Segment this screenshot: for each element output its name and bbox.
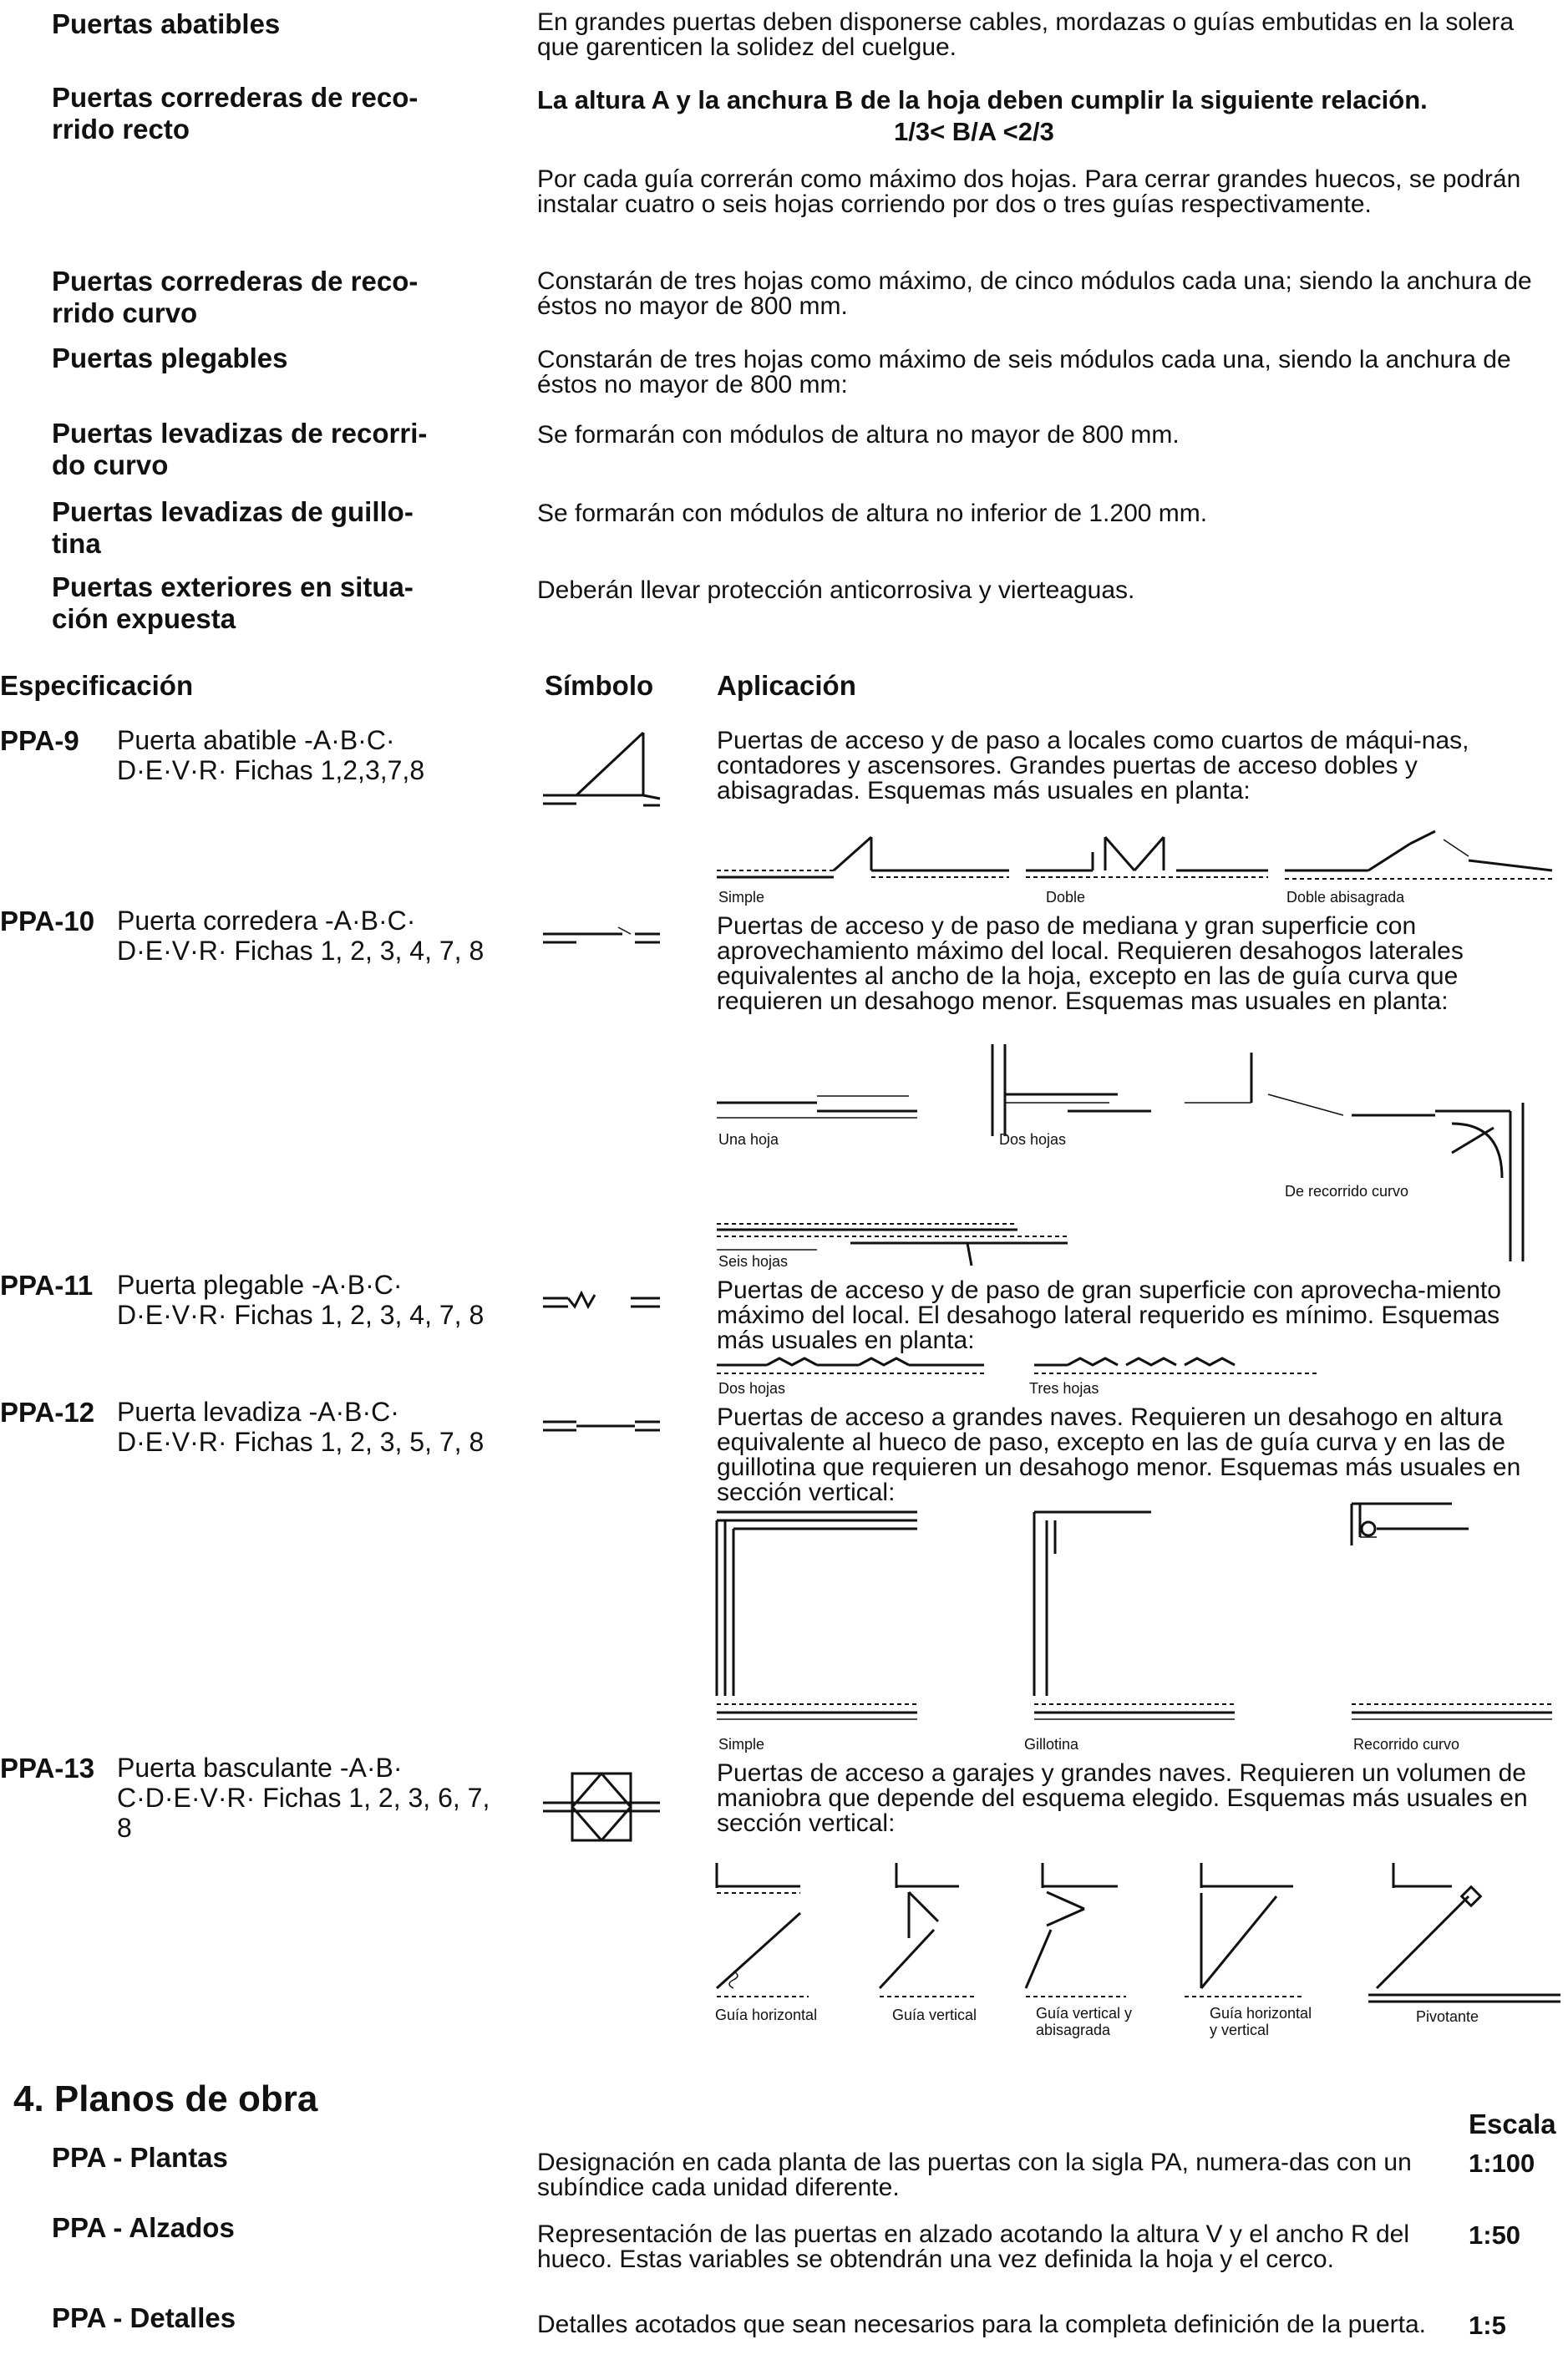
header-simbolo: Símbolo bbox=[545, 670, 654, 701]
type-text-correderas-recto: La altura A y la anchura B de la hoja deben cumplir la siguiente relación. bbox=[537, 85, 1428, 114]
type-label-exteriores: Puertas exteriores en situa-ción expuesta bbox=[52, 571, 414, 634]
spec-app-ppa11: Puertas de acceso y de paso de gran superficie con aprovecha-miento máximo del local. El desahogo lateral requerido es mínimo. Esquemas más usuales en planta: bbox=[717, 1276, 1501, 1354]
spec-code-ppa10: PPA-10 bbox=[0, 906, 95, 936]
plan-label-detalles: PPA - Detalles bbox=[52, 2302, 236, 2333]
symbol-puerta-corredera bbox=[543, 922, 660, 956]
scale-header: Escala bbox=[1469, 2109, 1556, 2139]
spec-name-ppa11: Puerta plegable -A·B·C· D·E·V·R· Fichas 1, 2, 3, 4, 7, 8 bbox=[117, 1270, 485, 1330]
spec-name-ppa12: Puerta levadiza -A·B·C· D·E·V·R· Fichas 1, 2, 3, 5, 7, 8 bbox=[117, 1397, 485, 1457]
spec-name-ppa13: Puerta basculante -A·B· C·D·E·V·R· Fichas 1, 2, 3, 6, 7, 8 bbox=[117, 1753, 490, 1843]
scheme-label-ppa13-pivotante: Pivotante bbox=[1416, 2008, 1479, 2025]
scheme-ppa12 bbox=[717, 1504, 1552, 1754]
type-text-levadizas-curvo: Se formarán con módulos de altura no mayor de 800 mm. bbox=[537, 421, 1180, 449]
header-aplicacion: Aplicación bbox=[717, 670, 856, 701]
plan-text-detalles: Detalles acotados que sean necesarios para la completa definición de la puerta. bbox=[537, 2311, 1427, 2338]
spec-app-ppa12: Puertas de acceso a grandes naves. Requieren un desahogo en altura equivalente al hueco de paso, excepto en las de guía curva y en las de guillotina que requieren un desahogo menor. Esquemas más usuales en sección vertical: bbox=[717, 1403, 1521, 1506]
scheme-label-ppa10-una-hoja: Una hoja bbox=[718, 1131, 779, 1148]
scheme-label-ppa10-seis-hojas: Seis hojas bbox=[718, 1253, 789, 1270]
plan-label-plantas: PPA - Plantas bbox=[52, 2142, 228, 2173]
scheme-label-ppa13-guia-horizontal: Guía horizontal bbox=[715, 2007, 818, 2023]
type-label-levadizas-guillotina: Puertas levadizas de guillo-tina bbox=[52, 496, 414, 559]
spec-code-ppa13: PPA-13 bbox=[0, 1753, 95, 1784]
spec-code-ppa11: PPA-11 bbox=[0, 1270, 94, 1301]
scheme-label-ppa10-dos-hojas: Dos hojas bbox=[999, 1131, 1067, 1148]
scheme-ppa13 bbox=[717, 1863, 1560, 2005]
scheme-label-ppa13-guia-horizontal-vertical: Guía horizontal y vertical bbox=[1210, 2005, 1312, 2038]
type-label-abatibles: Puertas abatibles bbox=[52, 8, 281, 39]
symbol-puerta-plegable bbox=[543, 1286, 660, 1320]
scheme-ppa9 bbox=[717, 827, 1552, 894]
scheme-label-ppa11-dos-hojas: Dos hojas bbox=[718, 1380, 786, 1397]
section-4-title: 4. Planos de obra bbox=[13, 2078, 318, 2119]
scheme-label-ppa13-guia-vertical: Guía vertical bbox=[892, 2007, 977, 2023]
plan-scale-detalles: 1:5 bbox=[1469, 2311, 1506, 2340]
scheme-ppa11 bbox=[717, 1355, 1318, 1380]
spec-app-ppa13: Puertas de acceso a garajes y grandes naves. Requieren un volumen de maniobra que depende del esquema elegido. Esquemas más usuales en sección vertical: bbox=[717, 1759, 1528, 1837]
spec-app-ppa10: Puertas de acceso y de paso de mediana y gran superficie con aprovechamiento máximo del local. Requieren desahogos laterales equivalentes al ancho de la hoja, excepto en las de guía curva que requieren un desahogo menor. Esquemas mas usuales en planta: bbox=[717, 912, 1464, 1015]
scheme-label-ppa12-gillotina: Gillotina bbox=[1024, 1736, 1079, 1753]
symbol-puerta-levadiza bbox=[543, 1413, 660, 1447]
type-text-abatibles: En grandes puertas deben disponerse cables, mordazas o guías embutidas en la solera que garenticen la solidez del cuelgue. bbox=[537, 8, 1515, 61]
plan-text-alzados: Representación de las puertas en alzado acotando la altura V y el ancho R del hueco. Estas variables se obtendrán una vez definida la hoja y el cerco. bbox=[537, 2220, 1410, 2273]
type-label-correderas-curvo: Puertas correderas de reco-rrido curvo bbox=[52, 266, 419, 328]
type-text-levadizas-guillotina: Se formarán con módulos de altura no inferior de 1.200 mm. bbox=[537, 500, 1208, 527]
scheme-label-ppa12-recorrido-curvo: Recorrido curvo bbox=[1353, 1736, 1460, 1753]
plan-scale-plantas: 1:100 bbox=[1469, 2149, 1535, 2178]
type-formula: 1/3< B/A <2/3 bbox=[894, 117, 1054, 146]
scheme-ppa10 bbox=[717, 1044, 1552, 1261]
symbol-puerta-abatible bbox=[543, 728, 660, 820]
plan-label-alzados: PPA - Alzados bbox=[52, 2212, 235, 2243]
plan-text-plantas: Designación en cada planta de las puertas con la sigla PA, numera-das con un subíndice cada unidad diferente. bbox=[537, 2149, 1412, 2201]
type-text-correderas-curvo: Constarán de tres hojas como máximo, de cinco módulos cada una; siendo la anchura de éstos no mayor de 800 mm. bbox=[537, 267, 1532, 320]
scheme-label-ppa12-simple: Simple bbox=[718, 1736, 765, 1753]
header-especificacion: Especificación bbox=[0, 670, 194, 701]
scheme-label-ppa11-tres-hojas: Tres hojas bbox=[1029, 1380, 1099, 1397]
scheme-label-ppa9-doble-abisagrada: Doble abisagrada bbox=[1286, 889, 1405, 906]
type-label-levadizas-curvo: Puertas levadizas de recorri-do curvo bbox=[52, 418, 428, 480]
spec-name-ppa9: Puerta abatible -A·B·C· D·E·V·R· Fichas 1,2,3,7,8 bbox=[117, 725, 425, 785]
scheme-label-ppa13-guia-vertical-abisagrada: Guía vertical y abisagrada bbox=[1036, 2005, 1133, 2038]
spec-code-ppa9: PPA-9 bbox=[0, 725, 79, 756]
type-label-plegables: Puertas plegables bbox=[52, 343, 288, 373]
spec-code-ppa12: PPA-12 bbox=[0, 1397, 95, 1428]
plan-scale-alzados: 1:50 bbox=[1469, 2220, 1521, 2250]
spec-app-ppa9: Puertas de acceso y de paso a locales como cuartos de máqui-nas, contadores y ascensores. Grandes puertas de acceso dobles y abisagradas. Esquemas más usuales en planta: bbox=[717, 727, 1469, 804]
symbol-puerta-basculante bbox=[543, 1761, 660, 1853]
scheme-label-ppa10-recorrido-curvo: De recorrido curvo bbox=[1285, 1183, 1409, 1200]
scheme-label-ppa9-simple: Simple bbox=[718, 889, 765, 906]
scheme-label-ppa9-doble: Doble bbox=[1046, 889, 1086, 906]
spec-name-ppa10: Puerta corredera -A·B·C· D·E·V·R· Fichas 1, 2, 3, 4, 7, 8 bbox=[117, 906, 485, 966]
type-label-correderas-recto: Puertas correderas de reco-rrido recto bbox=[52, 82, 419, 145]
type-text2-correderas-recto: Por cada guía correrán como máximo dos hojas. Para cerrar grandes huecos, se podrán instalar cuatro o seis hojas corriendo por dos o tres guías respectivamente. bbox=[537, 165, 1521, 218]
type-text-exteriores: Deberán llevar protección anticorrosiva y vierteaguas. bbox=[537, 576, 1135, 604]
type-text-plegables: Constarán de tres hojas como máximo de seis módulos cada una, siendo la anchura de éstos no mayor de 800 mm: bbox=[537, 346, 1511, 398]
